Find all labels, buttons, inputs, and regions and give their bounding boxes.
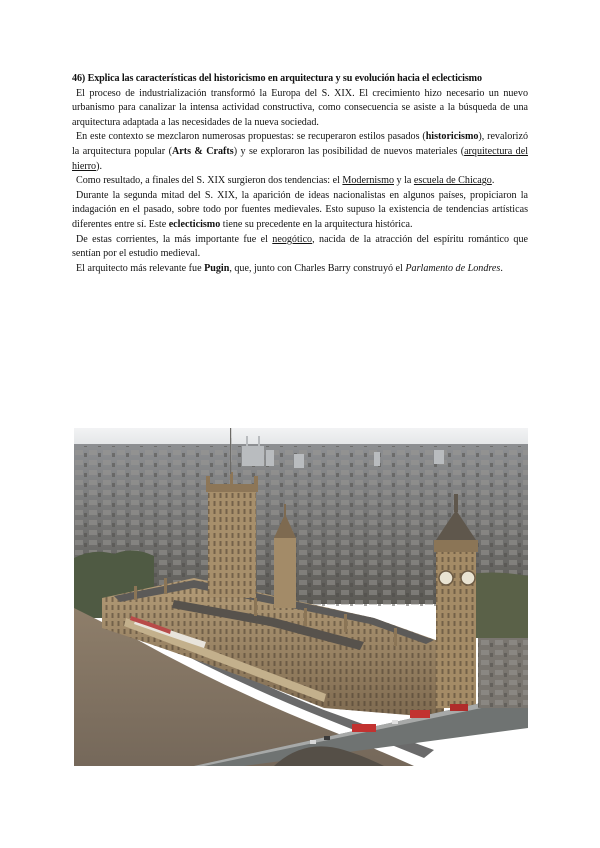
p6-text-e: . (500, 262, 503, 274)
term-pugin: Pugin (204, 262, 230, 274)
p2-text-a: En este contexto se mezclaron numerosas propuestas: se recuperaron estilos pasados ( (76, 131, 426, 143)
link-neogotico[interactable]: neogótico (272, 233, 313, 245)
p2-text-e: ) y se exploraron las posibilidad de nuevos materiales ( (233, 145, 465, 157)
document-text (72, 72, 528, 276)
paragraph-nationalism (72, 189, 528, 233)
parliament-photo (74, 428, 528, 766)
paragraph-pugin (72, 262, 528, 277)
p2-text-c: ), revalorizó la arquitectura popular ( (72, 131, 528, 157)
p4-text-a: Durante la segunda mitad del S. XIX, la aparición de ideas nacionalistas en algunos países, propiciaron la indagación en el pasado, sobre todo por fuentes medievales. Esto supuso la existencia de tendencias artísticas diferentes entre sí. Este (72, 189, 528, 230)
term-arts-crafts: Arts & Crafts (171, 145, 234, 157)
p6-text-a: El arquitecto más relevante fue (76, 262, 205, 274)
term-parlamento-londres: Parlamento de Londres (405, 262, 501, 274)
p3-text-c: y la (394, 175, 414, 187)
paragraph-tendencies (72, 174, 528, 189)
link-arquitectura-hierro[interactable]: arquitectura del hierro (72, 145, 529, 172)
question-heading: 46) Explica las características del historicismo en arquitectura y su evolución hacia el eclecticismo (72, 73, 482, 84)
paragraph-neogothic (72, 233, 528, 262)
p5-text-a: De estas corrientes, la más importante fue el (76, 233, 273, 245)
p6-text-c: , que, junto con Charles Barry construyó el (229, 262, 406, 274)
link-escuela-chicago[interactable]: escuela de Chicago (413, 175, 492, 187)
p4-text-c: tiene su precedente en la arquitectura histórica. (220, 218, 413, 230)
p5-text-c: , nacida de la atracción del espíritu romántico que sentían por el estudio medieval. (72, 233, 529, 260)
term-historicismo: historicismo (425, 131, 479, 143)
p2-text-g: ). (96, 160, 102, 172)
p3-text-a: Como resultado, a finales del S. XIX surgieron dos tendencias: el (76, 175, 343, 187)
p3-text-e: . (491, 175, 495, 187)
parliament-illustration (74, 428, 528, 766)
paragraph-context (72, 130, 528, 174)
link-modernismo[interactable]: Modernismo (342, 175, 394, 187)
term-eclecticismo: eclecticismo (168, 218, 221, 230)
paragraph-industrialization: El proceso de industrialización transformó la Europa del S. XIX. El crecimiento hizo necesario un nuevo urbanismo para canalizar la intensa actividad constructiva, como consecuencia se asiste a la búsqueda de una arquitectura adaptada a las necesidades de la nueva sociedad. (72, 87, 528, 128)
